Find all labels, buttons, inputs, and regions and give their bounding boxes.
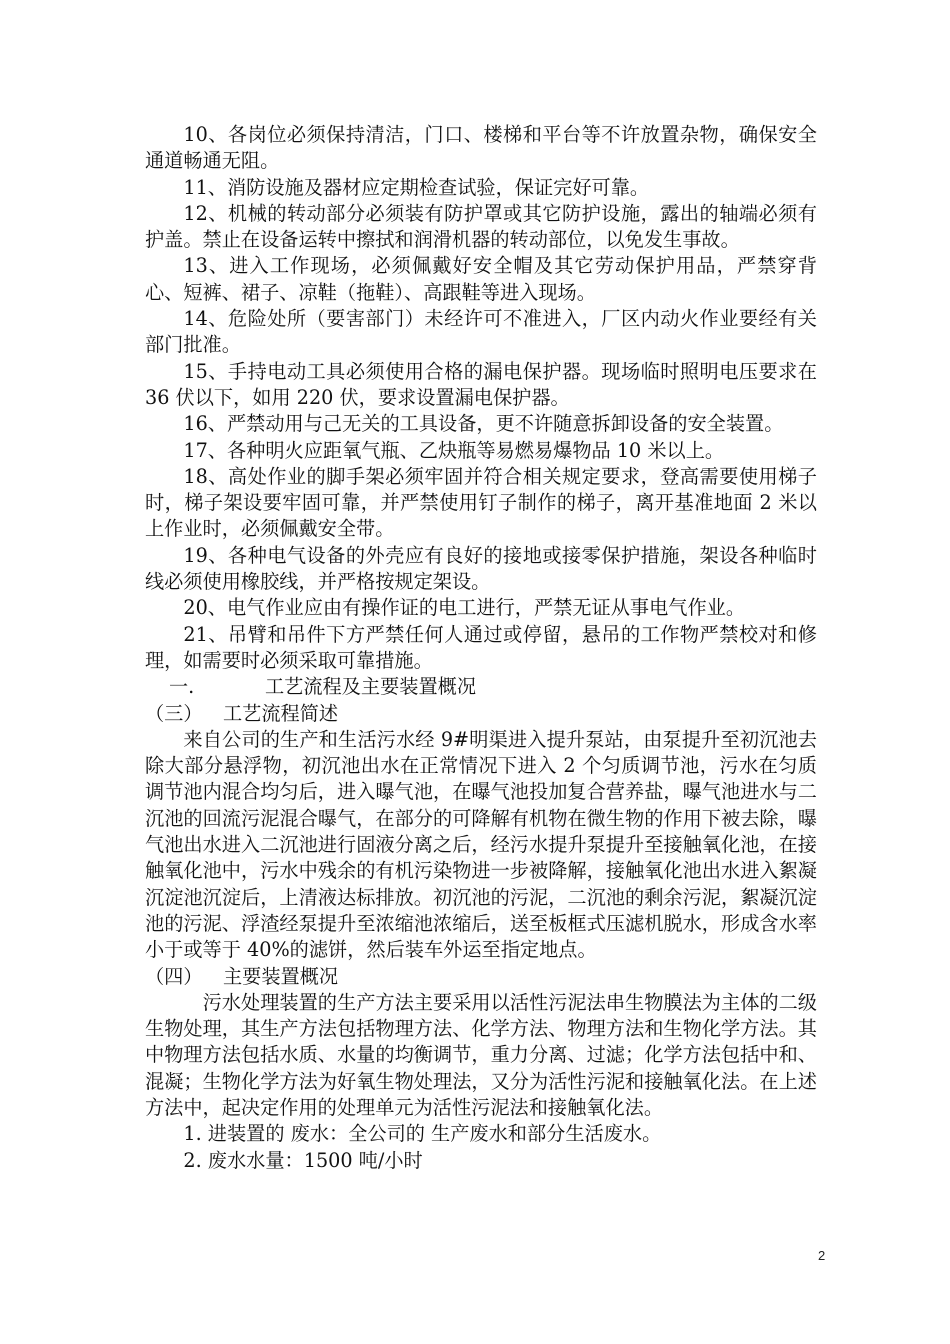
subsection-heading-devices: [145, 964, 817, 990]
rule-paragraph-19: 19、各种电气设备的外壳应有良好的接地或接零保护措施，架设各种临时线必须使用橡胶线，并严格按规定架设。: [145, 543, 817, 594]
rule-paragraph-17: 17、各种明火应距氧气瓶、乙炔瓶等易燃易爆物品 10 米以上。: [183, 438, 725, 462]
subsection-process-number: （三）: [145, 701, 203, 725]
rule-paragraph-14: 14、危险处所（要害部门）未经许可不准进入，厂区内动火作业要经有关部门批准。: [145, 307, 817, 357]
device-description: 污水处理装置的生产方法主要采用以活性污泥法串生物膜法为主体的二级生物处理，其生产方法包括物理方法、化学方法、物理方法和生物化学方法。其中物理方法包括水质、水量的均衡调节，重力分离、过滤；化学方法包括中和、混凝；生物化学方法为好氧生物处理法，又分为活性污泥和接触氧化法。在上述方法中，起决定作用的处理单元为活性污泥法和接触氧化法。: [145, 990, 817, 1119]
subsection-process-title: 工艺流程简述: [223, 701, 339, 725]
rule-paragraph-18: 18、高处作业的脚手架必须牢固并符合相关规定要求，登高需要使用梯子时，梯子架设要牢固可靠，并严禁使用钉子制作的梯子，离开基准地面 2 米以上作业时，必须佩戴安全带。: [145, 464, 817, 541]
subsection-devices-number: （四）: [145, 964, 203, 988]
rule-paragraph-16: 16、严禁动用与己无关的工具设备，更不许随意拆卸设备的安全装置。: [183, 412, 784, 436]
list-item-wastewater-volume: 2. 废水水量：1500 吨/小时: [183, 1148, 423, 1172]
rule-paragraph-20: 20、电气作业应由有操作证的电工进行，严禁无证从事电气作业。: [183, 596, 746, 620]
rule-paragraph-10: 10、各岗位必须保持清洁，门口、楼梯和平台等不许放置杂物，确保安全通道畅通无阻。: [145, 123, 817, 173]
rule-paragraph-12: 12、机械的转动部分必须装有防护罩或其它防护设施，露出的轴端必须有护盖。禁止在设备运转中擦拭和润滑机器的转动部位，以免发生事故。: [145, 201, 817, 252]
rule-paragraph-11: 11、消防设施及器材应定期检查试验，保证完好可靠。: [183, 175, 650, 199]
rule-paragraph-15: 15、手持电动工具必须使用合格的漏电保护器。现场临时照明电压要求在 36 伏以下，如用 220 伏，要求设置漏电保护器。: [145, 359, 817, 409]
section-heading: [145, 674, 817, 700]
section-heading-number: 一.: [169, 675, 195, 699]
subsection-devices-title: 主要装置概况: [223, 964, 339, 988]
subsection-heading-process: [145, 701, 817, 727]
list-item-wastewater-source: 1. 进装置的 废水：全公司的 生产废水和部分生活废水。: [183, 1122, 662, 1146]
page-number: 2: [818, 1248, 826, 1263]
document-body: [145, 122, 817, 1174]
process-description: 来自公司的生产和生活污水经 9#明渠进入提升泵站，由泵提升至初沉池去除大部分悬浮物，初沉池出水在正常情况下进入 2 个匀质调节池，污水在匀质调节池内混合均匀后，进入曝气池，在曝气池投加复合营养盐，曝气池进水与二沉池的回流污泥混合曝气，在部分的可降解有机物在微生物的作用下被去除，曝气池出水进入二沉池进行固液分离之后，经污水提升泵提升至接触氧化池，在接触氧化池中，污水中残余的有机污染物进一步被降解，接触氧化池出水进入絮凝沉淀池沉淀后，上清液达标排放。初沉池的污泥，二沉池的剩余污泥，絮凝沉淀池的污泥、浮渣经泵提升至浓缩池浓缩后，送至板框式压滤机脱水，形成含水率小于或等于 40%的滤饼，然后装车外运至指定地点。: [145, 727, 817, 962]
section-heading-title: 工艺流程及主要装置概况: [265, 675, 477, 699]
rule-paragraph-21: 21、吊臂和吊件下方严禁任何人通过或停留，悬吊的工作物严禁校对和修理，如需要时必须采取可靠措施。: [145, 622, 817, 672]
rule-paragraph-13: 13、进入工作现场，必须佩戴好安全帽及其它劳动保护用品，严禁穿背心、短裤、裙子、凉鞋（拖鞋）、高跟鞋等进入现场。: [145, 254, 817, 304]
